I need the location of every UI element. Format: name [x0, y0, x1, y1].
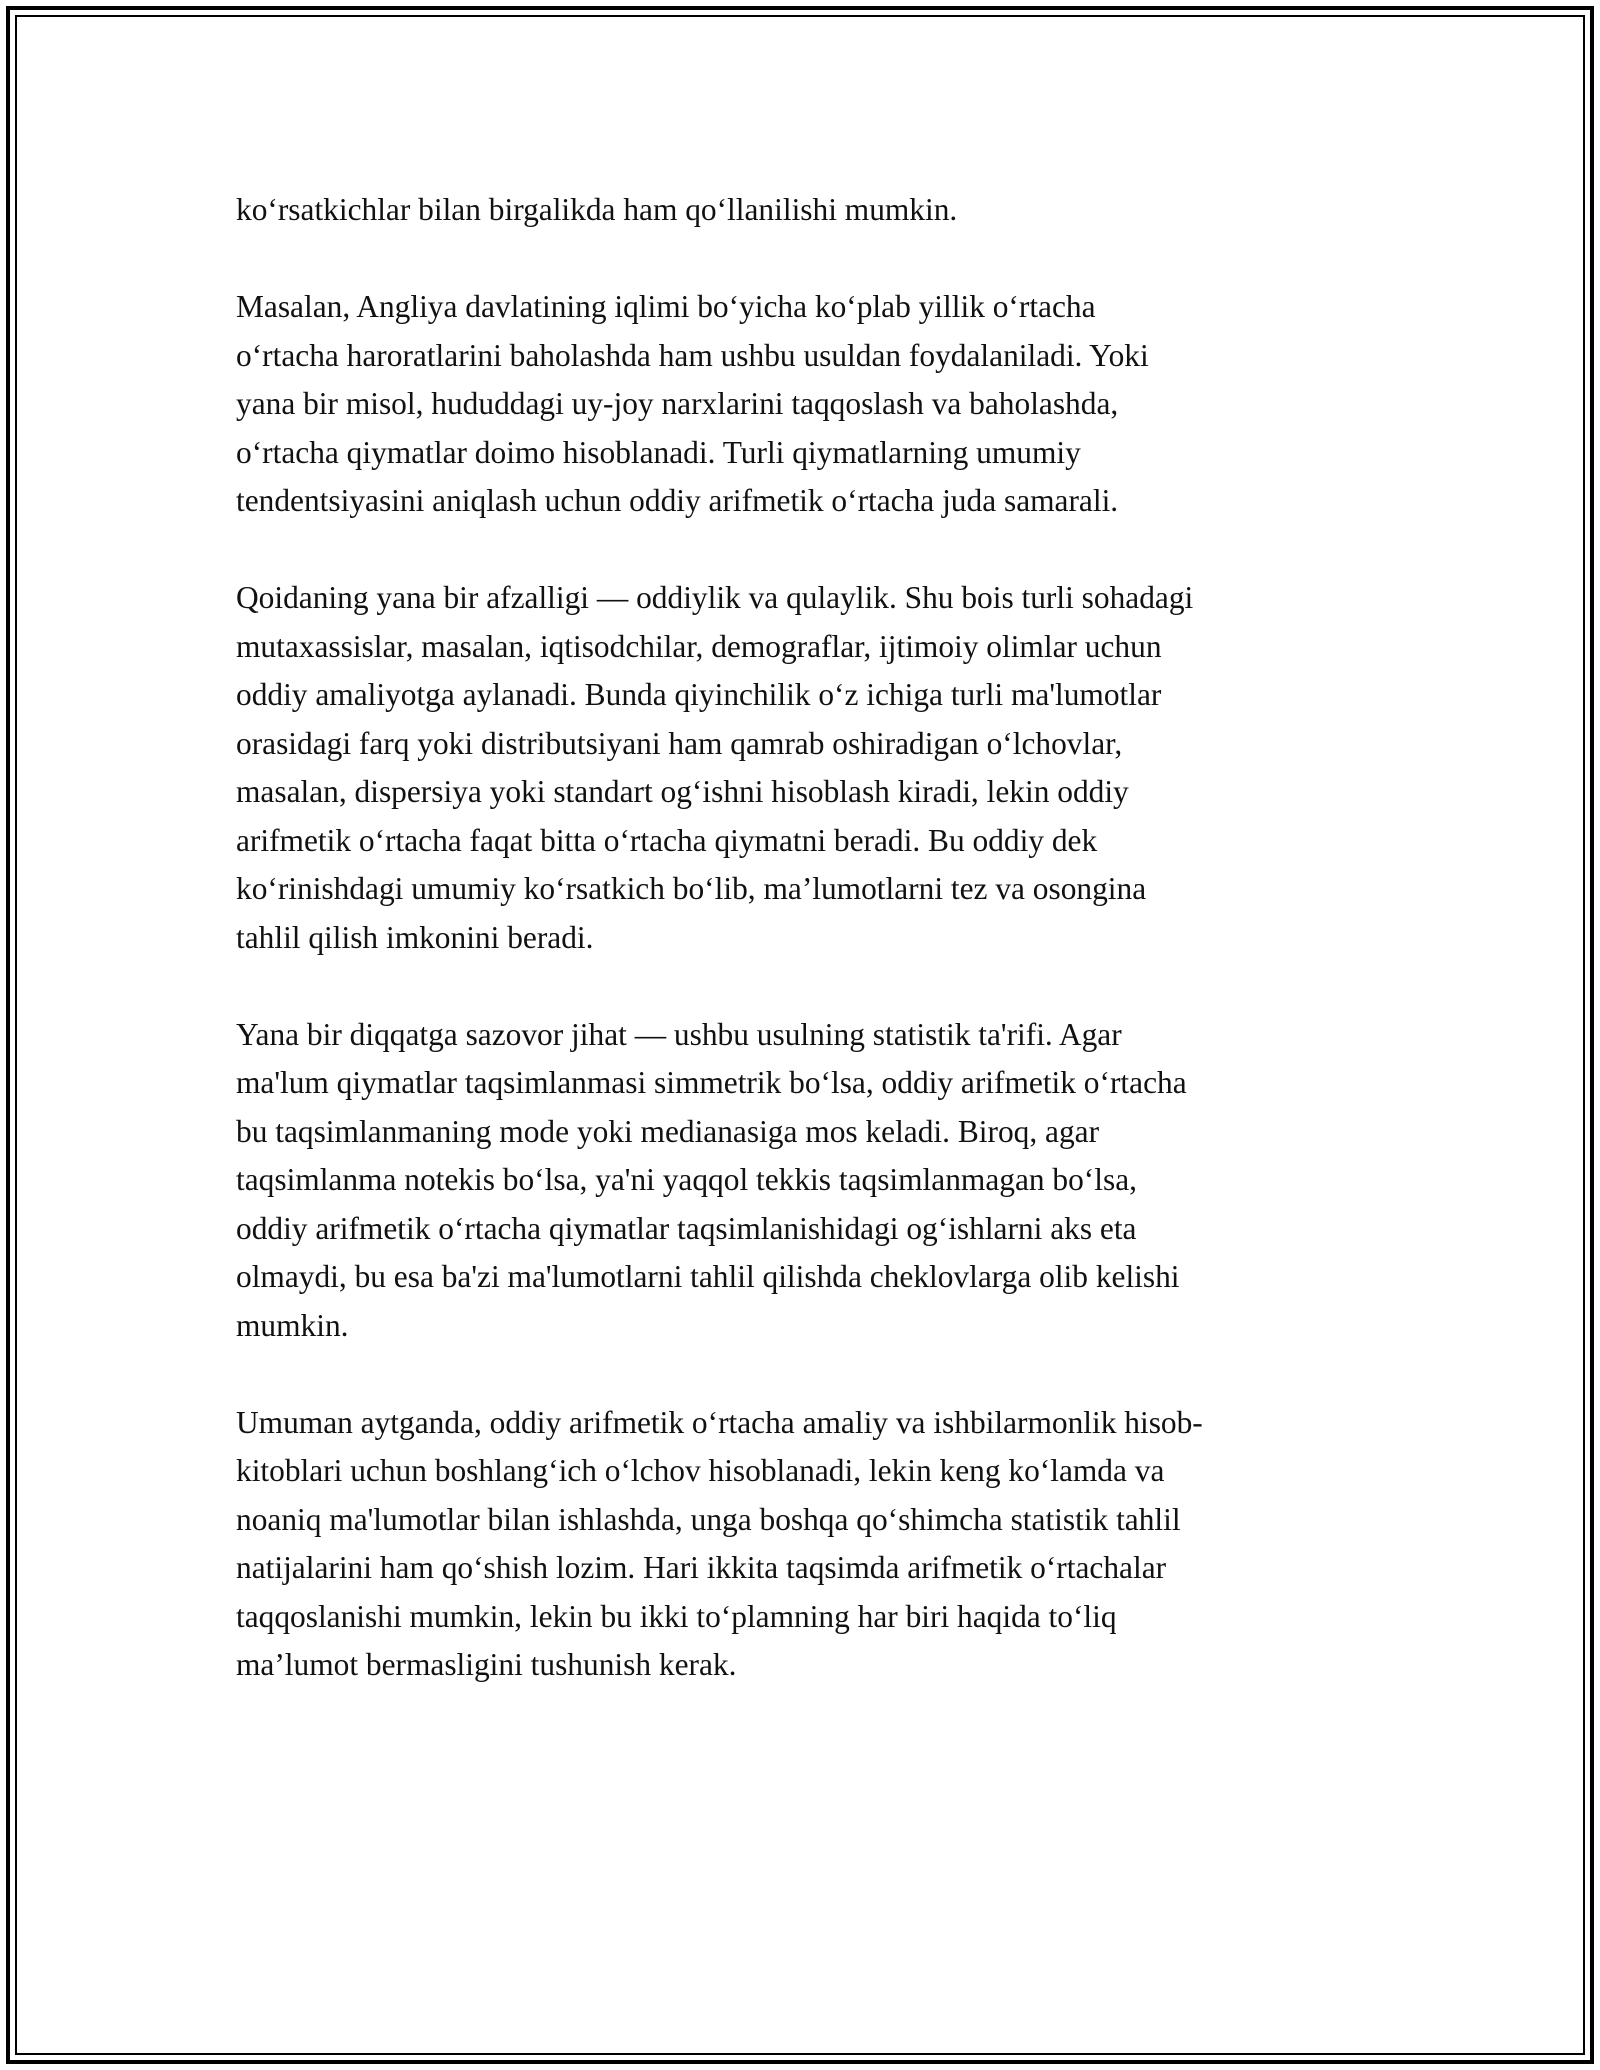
document-body: [236, 186, 1380, 1738]
text-line: tahlil qilish imkonini beradi.: [236, 919, 594, 955]
text-line: kitoblari uchun boshlang‘ich o‘lchov hisoblanadi, lekin keng ko‘lamda va: [236, 1453, 1165, 1488]
paragraph-1: [236, 186, 1380, 235]
text-line: masalan, dispersiya yoki standart og‘ishni hisoblash kiradi, lekin oddiy: [236, 774, 1129, 809]
text-line: o‘rtacha qiymatlar doimo hisoblanadi. Turli qiymatlarning umumiy: [236, 434, 1081, 470]
text-line: ko‘rsatkichlar bilan birgalikda ham qo‘llanilishi mumkin.: [236, 192, 958, 227]
text-line: yana bir misol, hududdagi uy-joy narxlarini taqqoslash va baholashda,: [236, 386, 1119, 421]
text-line: mutaxassislar, masalan, iqtisodchilar, demograflar, ijtimoiy olimlar uchun: [236, 628, 1162, 664]
text-line: mumkin.: [236, 1307, 349, 1343]
text-line: Yana bir diqqatga sazovor jihat — ushbu usulning statistik ta'rifi. Agar: [236, 1016, 1122, 1052]
text-line: ko‘rinishdagi umumiy ko‘rsatkich bo‘lib, ma’lumotlarni tez va osongina: [236, 871, 1147, 906]
text-line: ma’lumot bermasligini tushunish kerak.: [236, 1647, 737, 1682]
text-line: orasidagi farq yoki distributsiyani ham qamrab oshiradigan o‘lchovlar,: [236, 725, 1123, 761]
text-line: oddiy amaliyotga aylanadi. Bunda qiyinchilik o‘z ichiga turli ma'lumotlar: [236, 677, 1162, 712]
text-line: natijalarini ham qo‘shish lozim. Hari ikkita taqsimda arifmetik o‘rtachalar: [236, 1550, 1167, 1585]
text-line: Masalan, Angliya davlatining iqlimi bo‘yicha ko‘plab yillik o‘rtacha: [236, 289, 1096, 324]
paragraph-5: [236, 1399, 1380, 1690]
text-line: noaniq ma'lumotlar bilan ishlashda, unga boshqa qo‘shimcha statistik tahlil: [236, 1501, 1181, 1537]
text-line: ma'lum qiymatlar taqsimlanmasi simmetrik bo‘lsa, oddiy arifmetik o‘rtacha: [236, 1065, 1187, 1100]
paragraph-2: [236, 283, 1380, 526]
text-line: o‘rtacha haroratlarini baholashda ham ushbu usuldan foydalaniladi. Yoki: [236, 337, 1149, 373]
text-line: arifmetik o‘rtacha faqat bitta o‘rtacha qiymatni beradi. Bu oddiy dek: [236, 822, 1098, 858]
text-line: Qoidaning yana bir afzalligi — oddiylik va qulaylik. Shu bois turli sohadagi: [236, 580, 1194, 615]
text-line: tendentsiyasini aniqlash uchun oddiy arifmetik o‘rtacha juda samarali.: [236, 483, 1119, 518]
paragraph-4: [236, 1011, 1380, 1351]
text-line: taqqoslanishi mumkin, lekin bu ikki to‘plamning har biri haqida to‘liq: [236, 1598, 1117, 1634]
text-line: bu taqsimlanmaning mode yoki medianasiga mos keladi. Biroq, agar: [236, 1113, 1100, 1149]
text-line: olmaydi, bu esa ba'zi ma'lumotlarni tahlil qilishda cheklovlarga olib kelishi: [236, 1259, 1180, 1294]
text-line: oddiy arifmetik o‘rtacha qiymatlar taqsimlanishidagi og‘ishlarni aks eta: [236, 1210, 1137, 1246]
text-line: taqsimlanma notekis bo‘lsa, ya'ni yaqqol tekkis taqsimlanmagan bo‘lsa,: [236, 1162, 1137, 1197]
text-line: Umuman aytganda, oddiy arifmetik o‘rtacha amaliy va ishbilarmonlik hisob-: [236, 1404, 1203, 1440]
paragraph-3: [236, 574, 1380, 962]
